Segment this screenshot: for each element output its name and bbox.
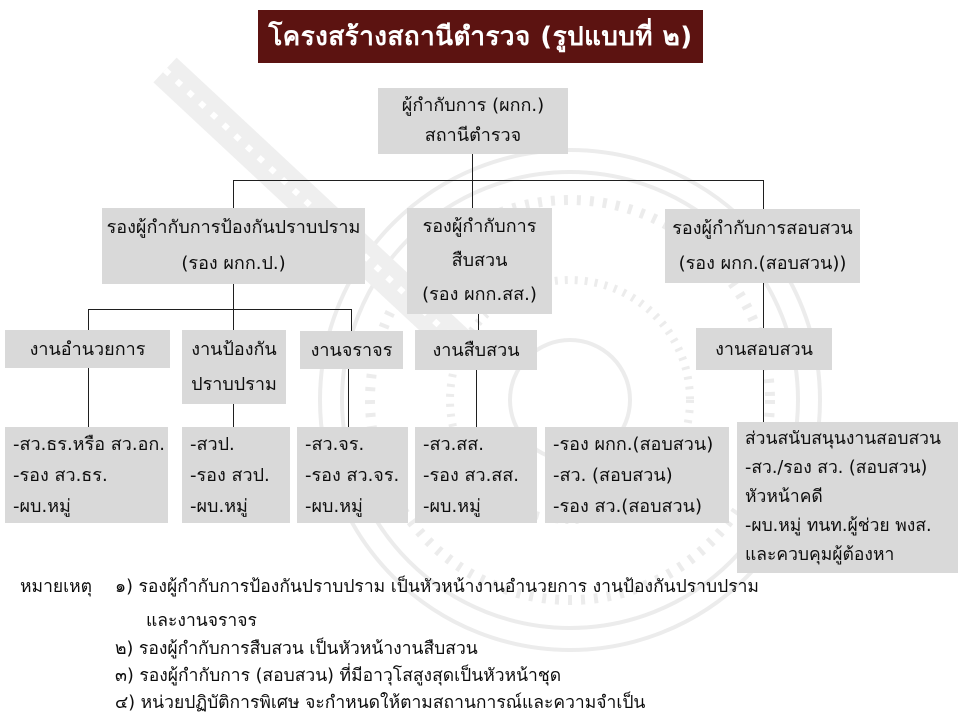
box-line: และควบคุมผู้ต้องหา bbox=[745, 545, 895, 565]
box-prevention-work bbox=[182, 330, 286, 404]
note-item-4: ๔) หน่วยปฏิบัติการพิเศษ จะกำหนดให้ตามสถานการณ์และความจำเป็น bbox=[115, 693, 646, 713]
box-line: -รอง สว.(สอบสวน) bbox=[553, 495, 702, 517]
box-line: -ผบ.หมู่ bbox=[423, 495, 481, 517]
box-line: งานจราจร bbox=[310, 339, 393, 361]
connector-line bbox=[88, 309, 352, 310]
box-line: งานป้องกัน bbox=[191, 339, 277, 360]
box-line: -ผบ.หมู่ bbox=[13, 495, 71, 517]
box-line: สืบสวน bbox=[451, 250, 508, 271]
box-deputy-prevention bbox=[102, 208, 365, 284]
box-line: รองผู้กำกับการ bbox=[422, 216, 537, 237]
note-item-3: ๓) รองผู้กำกับการ (สอบสวน) ที่มีอาวุโสสูงสุดเป็นหัวหน้าชุด bbox=[115, 666, 562, 686]
box-line: -ผบ.หมู่ bbox=[305, 495, 363, 517]
box-line: ส่วนสนับสนุนงานสอบสวน bbox=[745, 429, 941, 449]
box-line: -ผบ.หมู่ ทนท.ผู้ช่วย พงส. bbox=[745, 516, 932, 536]
box-traffic-work bbox=[300, 331, 403, 369]
box-line: -รอง สว.สส. bbox=[423, 464, 519, 486]
box-line: รองผู้กำกับการป้องกันปราบปราม bbox=[106, 217, 361, 238]
box-superintendent bbox=[378, 88, 568, 154]
box-traffic-staff bbox=[297, 427, 408, 523]
note-item-1-continued: และงานจราจร bbox=[146, 611, 257, 631]
box-deputy-investigation bbox=[407, 208, 552, 314]
box-line: -สว./รอง สว. (สอบสวน) bbox=[745, 458, 928, 478]
connector-line bbox=[476, 370, 477, 427]
note-item-1: ๑) รองผู้กำกับการป้องกันปราบปราม เป็นหัวหน้างานอำนวยการ งานป้องกันปราบปราม bbox=[115, 577, 759, 597]
box-line: -สว. (สอบสวน) bbox=[553, 464, 673, 486]
box-line: -รอง สวป. bbox=[190, 464, 270, 486]
note-item-2: ๒) รองผู้กำกับการสืบสวน เป็นหัวหน้างานสืบสวน bbox=[115, 639, 478, 659]
box-line: งานสอบสวน bbox=[715, 338, 813, 360]
connector-line bbox=[763, 370, 764, 422]
connector-line bbox=[88, 368, 89, 427]
connector-line bbox=[478, 314, 479, 330]
box-line: -ผบ.หมู่ bbox=[190, 495, 248, 517]
box-line: (รอง ผกก.ป.) bbox=[181, 253, 286, 274]
box-line: -สว.จร. bbox=[305, 433, 365, 455]
connector-line bbox=[472, 180, 473, 208]
box-inquiry-support bbox=[737, 422, 958, 573]
connector-line bbox=[351, 309, 352, 331]
connector-line bbox=[472, 154, 473, 181]
box-line: สถานีตำรวจ bbox=[424, 125, 522, 146]
connector-line bbox=[763, 283, 764, 328]
box-admin-staff bbox=[5, 427, 168, 523]
notes-label: หมายเหตุ bbox=[20, 577, 93, 597]
box-inquiry-work bbox=[696, 328, 832, 370]
box-line: งานสืบสวน bbox=[432, 339, 520, 361]
connector-line bbox=[233, 404, 234, 427]
box-investigation-staff bbox=[415, 427, 537, 523]
box-line: -สว.ธร.หรือ สว.อก. bbox=[13, 433, 165, 455]
box-line: งานอำนวยการ bbox=[29, 338, 146, 360]
box-admin-work bbox=[5, 330, 170, 368]
box-line: ปราบปราม bbox=[191, 374, 277, 395]
connector-line bbox=[348, 369, 349, 427]
connector-line bbox=[88, 309, 89, 330]
connector-line bbox=[233, 309, 234, 330]
box-line: หัวหน้าคดี bbox=[745, 487, 823, 507]
connector-line bbox=[233, 284, 234, 309]
box-line: -รอง สว.ธร. bbox=[13, 464, 108, 486]
connector-line bbox=[763, 180, 764, 209]
box-line: -สวป. bbox=[190, 433, 235, 455]
box-line: รองผู้กำกับการสอบสวน bbox=[672, 218, 853, 239]
box-line: (รอง ผกก.สส.) bbox=[422, 284, 537, 305]
connector-line bbox=[233, 180, 764, 181]
connector-line bbox=[233, 180, 234, 208]
box-line: -รอง ผกก.(สอบสวน) bbox=[553, 433, 714, 455]
box-inquiry-officers bbox=[545, 427, 729, 523]
box-line: -สว.สส. bbox=[423, 433, 485, 455]
page-title: โครงสร้างสถานีตำรวจ (รูปแบบที่ ๒) bbox=[258, 10, 703, 63]
box-line: -รอง สว.จร. bbox=[305, 464, 400, 486]
box-investigation-work bbox=[415, 330, 537, 370]
box-deputy-inquiry bbox=[665, 209, 860, 283]
box-prevention-staff bbox=[182, 427, 290, 523]
box-line: ผู้กำกับการ (ผกก.) bbox=[401, 95, 545, 116]
box-line: (รอง ผกก.(สอบสวน)) bbox=[678, 253, 847, 274]
